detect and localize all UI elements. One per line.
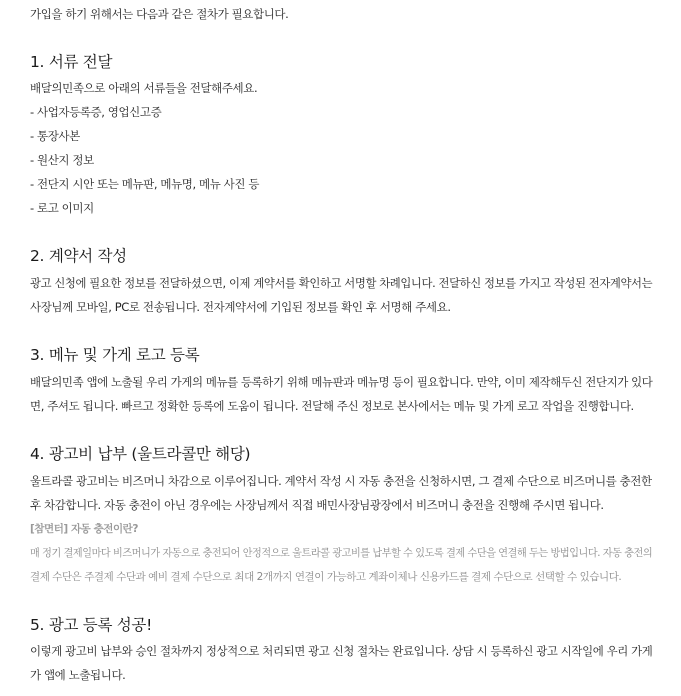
tip-line: 결제 수단은 주결제 수단과 예비 결제 수단으로 최대 2개까지 연결이 가능하고 계좌이체나 신용카드를 결제 수단으로 선택할 수 있습니다. bbox=[30, 571, 622, 583]
section-5-line: 가 앱에 노출됩니다. bbox=[30, 668, 126, 682]
section-1-line: - 로고 이미지 bbox=[30, 201, 94, 215]
section-1-line: - 통장사본 bbox=[30, 129, 80, 143]
intro-text: 가입을 하기 위해서는 다음과 같은 절차가 필요합니다. bbox=[30, 7, 289, 21]
section-1-line: 배달의민족으로 아래의 서류들을 전달해주세요. bbox=[30, 81, 258, 95]
tip-title: [참면터] 자동 충전이란? bbox=[30, 523, 138, 535]
section-1-line: - 사업자등록증, 영업신고증 bbox=[30, 105, 162, 119]
section-1-line: - 전단지 시안 또는 메뉴판, 메뉴명, 메뉴 사진 등 bbox=[30, 177, 260, 191]
section-1-heading: 1. 서류 전달 bbox=[30, 53, 113, 71]
tip-line: 매 정기 결제일마다 비즈머니가 자동으로 충전되어 안정적으로 울트라콜 광고비를 납부할 수 있도록 결제 수단을 연결해 두는 방법입니다. 자동 충전의 bbox=[30, 547, 653, 559]
section-2-line: 광고 신청에 필요한 정보를 전달하셨으면, 이제 계약서를 확인하고 서명할 차례입니다. 전달하신 정보를 가지고 작성된 전자계약서는 bbox=[30, 276, 653, 290]
section-2-heading: 2. 계약서 작성 bbox=[30, 247, 127, 265]
section-1-line: - 원산지 정보 bbox=[30, 153, 94, 167]
section-2-line: 사장님께 모바일, PC로 전송됩니다. 전자계약서에 기입된 정보를 확인 후 서명해 주세요. bbox=[30, 300, 451, 314]
section-5-line: 이렇게 광고비 납부와 승인 절차까지 정상적으로 처리되면 광고 신청 절차는 완료입니다. 상담 시 등록하신 광고 시작일에 우리 가게 bbox=[30, 644, 653, 658]
section-3-heading: 3. 메뉴 및 가게 로고 등록 bbox=[30, 346, 200, 364]
section-5-heading: 5. 광고 등록 성공! bbox=[30, 616, 153, 634]
section-4-line: 후 차감합니다. 자동 충전이 아닌 경우에는 사장님께서 직접 배민사장님광장에서 비즈머니 충전을 진행해 주시면 됩니다. bbox=[30, 498, 604, 512]
section-4-heading: 4. 광고비 납부 (울트라콜만 해당) bbox=[30, 445, 251, 463]
section-4-line: 울트라콜 광고비는 비즈머니 차감으로 이루어집니다. 계약서 작성 시 자동 충전을 신청하시면, 그 결제 수단으로 비즈머니를 충전한 bbox=[30, 474, 652, 488]
section-3-line: 배달의민족 앱에 노출될 우리 가게의 메뉴를 등록하기 위해 메뉴판과 메뉴명 등이 필요합니다. 만약, 이미 제작해두신 전단지가 있다 bbox=[30, 375, 653, 389]
section-3-line: 면, 주셔도 됩니다. 빠르고 정확한 등록에 도움이 됩니다. 전달해 주신 정보로 본사에서는 메뉴 및 가게 로고 작업을 진행합니다. bbox=[30, 399, 634, 413]
